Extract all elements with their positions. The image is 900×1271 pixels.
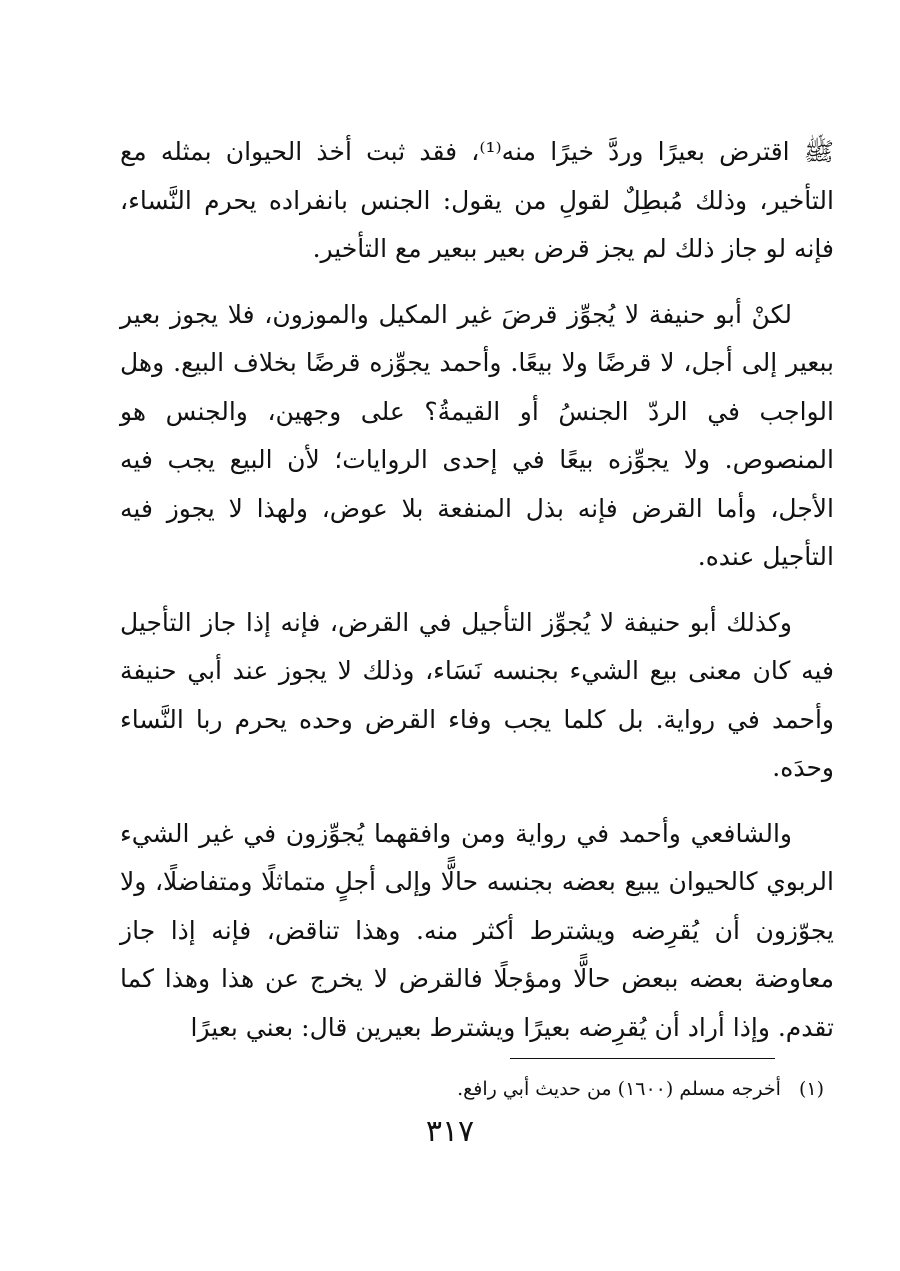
paragraph-1: ﷺ اقترض بعيرًا وردَّ خيرًا منه⁽¹⁾، فقد ثبت أخذ الحيوان بمثله مع التأخير، وذلك مُبطِلٌ لقولِ من يقول: الجنس بانفراده يحرم النَّساء، فإنه لو جاز ذلك لم يجز قرض بعير ببعير مع التأخير. [120,137,834,263]
footnote-separator [510,1058,775,1059]
paragraph-2: لكنْ أبو حنيفة لا يُجوِّز قرضَ غير المكيل والموزون، فلا يجوز بعير ببعير إلى أجل، لا قرضًا ولا بيعًا. وأحمد يجوِّزه قرضًا بخلاف البيع. وهل الواجب في الردّ الجنسُ أو القيمةُ؟ على وجهين، والجنس هو المنصوص. ولا يجوِّزه بيعًا في إحدى الروايات؛ لأن البيع يجب فيه الأجل، وأما القرض فإنه بذل المنفعة بلا عوض، ولهذا لا يجوز فيه التأجيل عنده. [120,299,834,571]
page-number: ٣١٧ [425,1114,475,1149]
footnote-number: (١) [798,1078,824,1100]
footnote [324,1074,824,1104]
main-text [120,128,834,1069]
footnote-text: أخرجه مسلم (١٦٠٠) من حديث أبي رافع. [457,1078,781,1100]
paragraph-3: وكذلك أبو حنيفة لا يُجوِّز التأجيل في القرض، فإنه إذا جاز التأجيل فيه كان معنى بيع الشيء بجنسه نَسَاء، وذلك لا يجوز عند أبي حنيفة وأحمد في رواية. بل كلما يجب وفاء القرض وحده يحرم ربا النَّساء وحدَه. [120,607,834,782]
paragraph-4: والشافعي وأحمد في رواية ومن وافقهما يُجوِّزون في غير الشيء الربوي كالحيوان يبيع بعضه بجنسه حالًّا وإلى أجلٍ متماثلًا ومتفاضلًا، ولا يجوّزون أن يُقرِضه ويشترط أكثر منه. وهذا تناقض، فإنه إذا جاز معاوضة بعضه ببعض حالًّا ومؤجلًا فالقرض لا يخرج عن هذا وهذا كما تقدم. وإذا أراد أن يُقرِضه بعيرًا ويشترط بعيرين قال: بعني بعيرًا [120,818,834,1042]
